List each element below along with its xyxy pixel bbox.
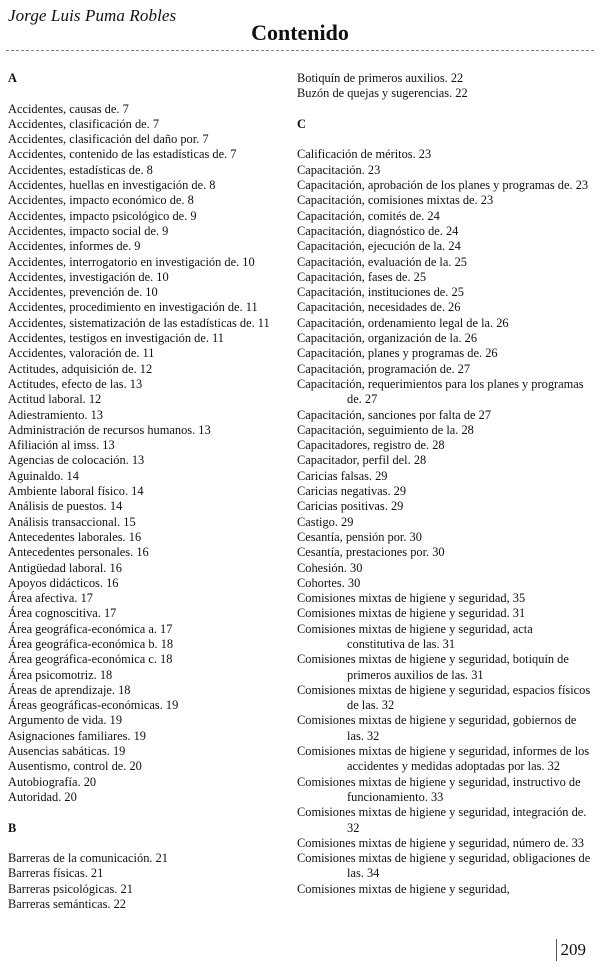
index-entry: Capacitación, evaluación de la. 25 (297, 254, 467, 269)
section-letter-a: A (8, 71, 17, 85)
index-entry: Antecedentes personales. 16 (8, 545, 149, 560)
index-column-left (8, 71, 278, 912)
index-entry: Área afectiva. 17 (8, 591, 93, 606)
index-entry: Accidentes, estadísticas de. 8 (8, 162, 153, 177)
index-entry: Capacitación, instituciones de. 25 (297, 285, 464, 300)
index-entry: Comisiones mixtas de higiene y seguridad, espacios físicos de las. 32 (297, 682, 591, 713)
index-entry: Actitudes, adquisición de. 12 (8, 361, 153, 376)
index-entry: Caricias positivas. 29 (297, 499, 404, 514)
index-entry: Capacitación, comités de. 24 (297, 208, 440, 223)
index-entry: Accidentes, investigación de. 10 (8, 269, 169, 284)
index-entry: Barreras de la comunicación. 21 (8, 851, 168, 866)
index-entry: Comisiones mixtas de higiene y seguridad, gobiernos de las. 32 (297, 713, 577, 743)
page-number: 209 (556, 939, 587, 961)
index-entry: Cesantía, pensión por. 30 (297, 529, 422, 544)
index-entry: Accidentes, clasificación del daño por. 7 (8, 132, 209, 147)
index-entry: Capacitación. 23 (297, 162, 381, 177)
index-entry: Accidentes, clasificación de. 7 (8, 116, 160, 131)
index-entry: Castigo. 29 (297, 514, 354, 529)
index-entry: Capacitación, planes y programas de. 26 (297, 346, 498, 361)
index-entry: Análisis transaccional. 15 (8, 514, 136, 529)
index-entry: Accidentes, contenido de las estadísticas de. 7 (8, 147, 237, 162)
index-entry: Capacitador, perfil del. 28 (297, 453, 427, 468)
index-entry: Cohortes. 30 (297, 575, 361, 590)
section-a-entries (8, 102, 278, 806)
index-entry: Caricias falsas. 29 (297, 468, 388, 483)
index-entry: Adiestramiento. 13 (8, 407, 103, 422)
index-entry: Autobiografía. 20 (8, 774, 97, 789)
index-entry: Capacitación, aprobación de los planes y programas de. 23 (297, 178, 589, 193)
index-entry: Accidentes, interrogatorio en investigación de. 10 (8, 254, 255, 269)
index-entry: Comisiones mixtas de higiene y seguridad, 35 (297, 591, 526, 606)
index-entry: Actitudes, efecto de las. 13 (8, 376, 143, 391)
index-entry: Capacitación, seguimiento de la. 28 (297, 422, 474, 437)
index-entry: Asignaciones familiares. 19 (8, 728, 146, 743)
index-entry: Comisiones mixtas de higiene y seguridad, (297, 881, 510, 896)
index-entry: Accidentes, sistematización de las estadísticas de. 11 (8, 315, 270, 330)
section-c-entries (297, 147, 593, 897)
index-entry: Accidentes, informes de. 9 (8, 239, 141, 254)
index-entry: Capacitación, programación de. 27 (297, 361, 471, 376)
section-letter-b: B (8, 820, 17, 835)
index-entry: Comisiones mixtas de higiene y seguridad, botiquín de primeros auxilios de las. 31 (297, 652, 569, 682)
continued-b-entries (297, 71, 593, 102)
header-divider (6, 50, 594, 51)
index-entry: Área geográfica-económica c. 18 (8, 652, 173, 667)
index-entry: Barreras físicas. 21 (8, 866, 104, 881)
index-entry: Accidentes, huellas en investigación de. 8 (8, 178, 216, 193)
index-entry: Ausencias sabáticas. 19 (8, 744, 126, 759)
index-entry: Áreas de aprendizaje. 18 (8, 682, 131, 697)
index-entry: Aguinaldo. 14 (8, 468, 79, 483)
section-b-entries (8, 851, 278, 912)
index-entry: Antigüedad laboral. 16 (8, 560, 122, 575)
index-entry: Calificación de méritos. 23 (297, 147, 432, 162)
index-entry: Capacitación, necesidades de. 26 (297, 300, 461, 315)
index-entry: Caricias negativas. 29 (297, 484, 407, 499)
index-entry: Botiquín de primeros auxilios. 22 (297, 71, 464, 85)
index-entry: Área psicomotriz. 18 (8, 667, 113, 682)
index-entry: Actitud laboral. 12 (8, 392, 102, 407)
section-letter-c: C (297, 116, 306, 131)
index-entry: Apoyos didácticos. 16 (8, 575, 119, 590)
index-entry: Afiliación al imss. 13 (8, 438, 115, 453)
index-entry: Comisiones mixtas de higiene y seguridad, acta constitutiva de las. 31 (297, 621, 533, 651)
index-entry: Capacitación, requerimientos para los planes y programas de. 27 (297, 376, 584, 407)
section-gap (8, 805, 278, 820)
index-entry: Autoridad. 20 (8, 789, 77, 804)
index-entry: Área geográfica-económica a. 17 (8, 621, 173, 636)
index-entry: Comisiones mixtas de higiene y seguridad. 31 (297, 606, 526, 621)
index-entry: Comisiones mixtas de higiene y seguridad, número de. 33 (297, 835, 584, 850)
index-entry: Administración de recursos humanos. 13 (8, 422, 211, 437)
index-entry: Capacitadores, registro de. 28 (297, 438, 445, 453)
index-entry: Accidentes, impacto psicológico de. 9 (8, 208, 197, 223)
index-entry: Ambiente laboral físico. 14 (8, 484, 144, 499)
index-entry: Análisis de puestos. 14 (8, 499, 123, 514)
index-entry: Áreas geográficas-económicas. 19 (8, 698, 179, 713)
index-column-right (297, 71, 593, 897)
index-entry: Accidentes, causas de. 7 (8, 101, 129, 116)
index-entry: Accidentes, impacto económico de. 8 (8, 193, 194, 208)
index-entry: Ausentismo, control de. 20 (8, 759, 142, 774)
author-name: Jorge Luis Puma Robles (8, 6, 177, 25)
index-entry: Accidentes, prevención de. 10 (8, 285, 158, 300)
index-entry: Cohesión. 30 (297, 560, 363, 575)
section-gap (8, 86, 278, 101)
index-entry: Cesantía, prestaciones por. 30 (297, 545, 445, 560)
index-entry: Accidentes, testigos en investigación de. 11 (8, 331, 224, 346)
section-gap (8, 836, 278, 851)
index-entry: Capacitación, comisiones mixtas de. 23 (297, 193, 494, 208)
index-entry: Antecedentes laborales. 16 (8, 529, 142, 544)
index-entry: Capacitación, fases de. 25 (297, 269, 427, 284)
index-entry: Argumento de vida. 19 (8, 713, 123, 728)
index-entry: Barreras semánticas. 22 (8, 897, 127, 912)
index-entry: Accidentes, impacto social de. 9 (8, 223, 169, 238)
index-entry: Accidentes, procedimiento en investigación de. 11 (8, 300, 258, 315)
index-entry: Comisiones mixtas de higiene y seguridad, instructivo de funcionamiento. 33 (297, 774, 581, 804)
index-entry: Capacitación, ordenamiento legal de la. 26 (297, 315, 509, 330)
index-entry: Capacitación, diagnóstico de. 24 (297, 223, 459, 238)
index-entry: Comisiones mixtas de higiene y seguridad, obligaciones de las. 34 (297, 851, 591, 881)
index-entry: Área cognoscitiva. 17 (8, 606, 117, 621)
index-entry: Barreras psicológicas. 21 (8, 881, 133, 896)
index-entry: Capacitación, sanciones por falta de 27 (297, 407, 492, 422)
index-entry: Accidentes, valoración de. 11 (8, 346, 155, 361)
section-gap (297, 102, 593, 117)
index-entry: Buzón de quejas y sugerencias. 22 (297, 86, 468, 101)
index-entry: Agencias de colocación. 13 (8, 453, 145, 468)
page-title: Contenido (251, 20, 349, 45)
section-gap (297, 132, 593, 147)
index-entry: Comisiones mixtas de higiene y seguridad, integración de. 32 (297, 805, 587, 835)
index-entry: Capacitación, organización de la. 26 (297, 331, 478, 346)
index-entry: Capacitación, ejecución de la. 24 (297, 239, 461, 254)
index-entry: Comisiones mixtas de higiene y seguridad, informes de los accidentes y medidas adoptadas por las. 32 (297, 744, 590, 774)
index-entry: Área geográfica-económica b. 18 (8, 636, 174, 651)
